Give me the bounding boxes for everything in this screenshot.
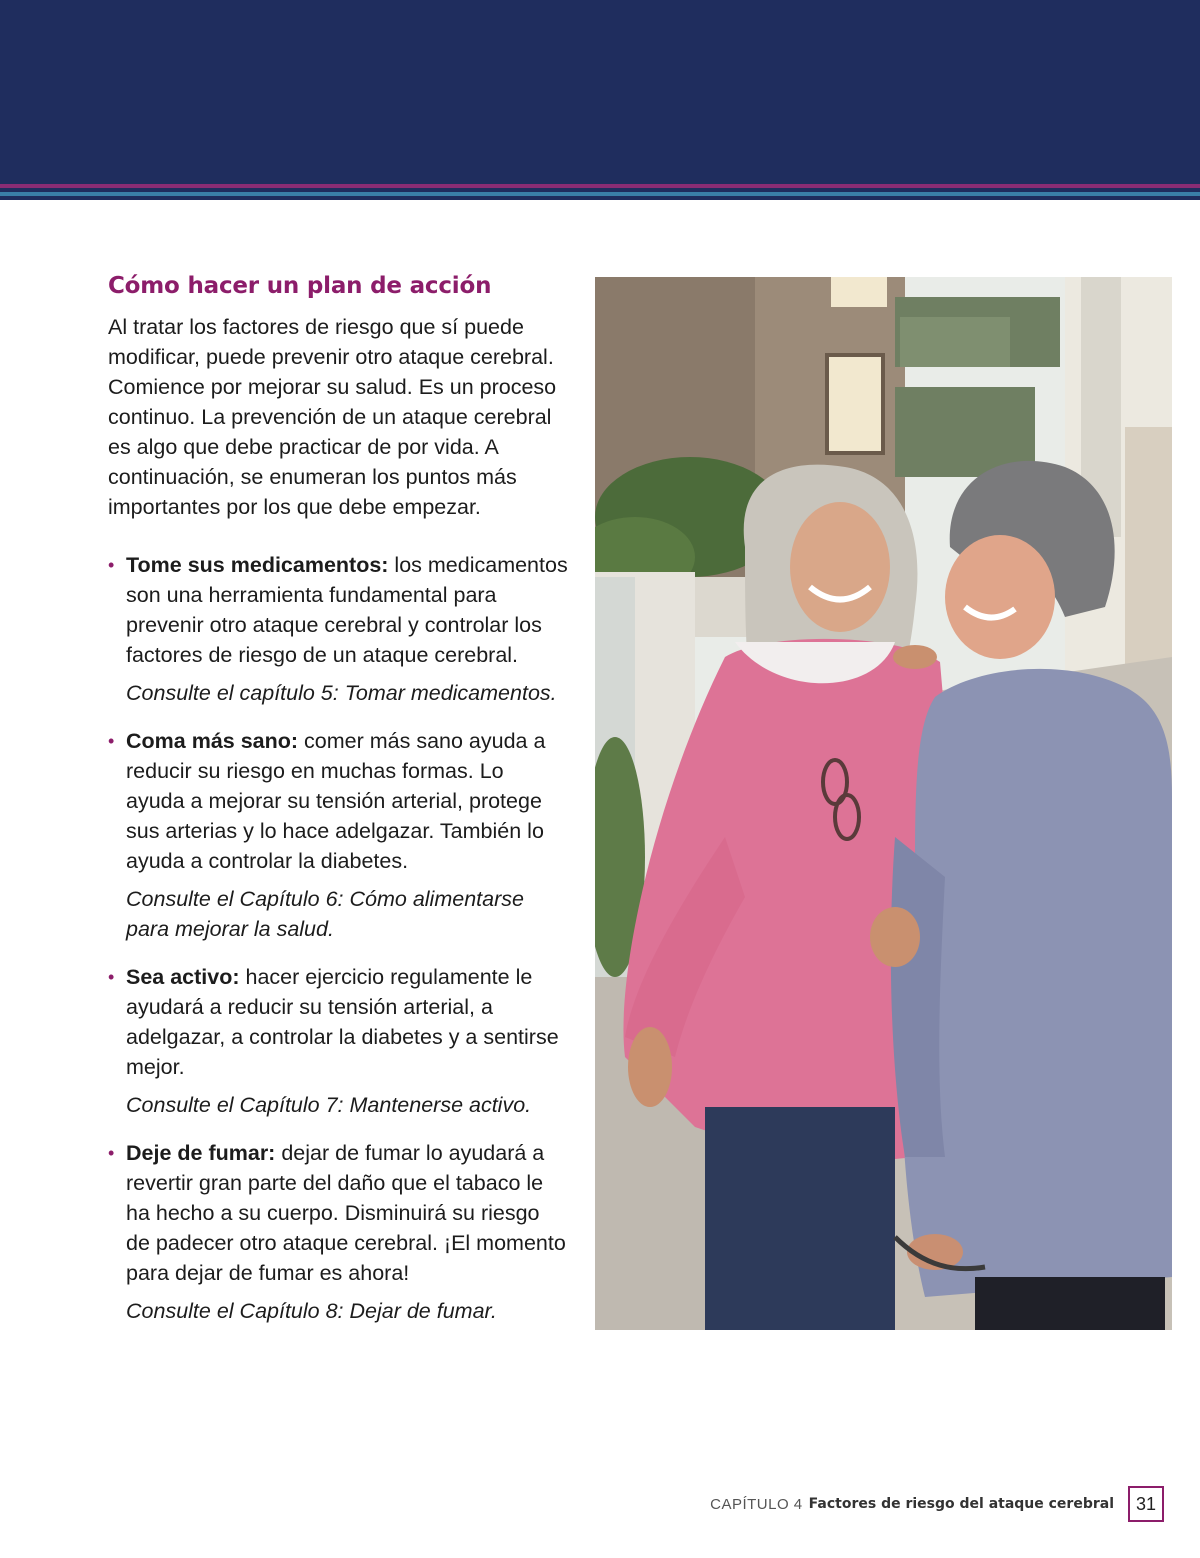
section-title: Cómo hacer un plan de acción bbox=[108, 273, 492, 299]
bullet-body: dejar de fumar lo ayudará a revertir gran parte del daño que el tabaco le ha hecho a su cuerpo. Disminuirá su riesgo de padecer otro ataque cerebral. ¡El momento para dejar de fumar es ahora! bbox=[126, 1141, 566, 1285]
bullet-text bbox=[126, 726, 568, 876]
bullet-lead: Sea activo: bbox=[126, 965, 240, 989]
chapter-reference: Consulte el Capítulo 8: Dejar de fumar. bbox=[126, 1299, 497, 1323]
footer-chapter-title: Factores de riesgo del ataque cerebral bbox=[808, 1496, 1114, 1512]
header-band bbox=[0, 0, 1200, 184]
chapter-reference: Consulte el Capítulo 6: Cómo alimentarse para mejorar la salud. bbox=[126, 887, 524, 941]
bullet-body: los medicamentos son una herramienta fundamental para prevenir otro ataque cerebral y controlar los factores de riesgo de un ataque cerebral. bbox=[126, 553, 568, 667]
header-stripe bbox=[0, 196, 1200, 200]
main-content bbox=[108, 268, 568, 1344]
list-item bbox=[108, 726, 568, 944]
bullet-icon: • bbox=[108, 731, 115, 751]
page-number: 31 bbox=[1128, 1486, 1164, 1522]
bullet-lead: Coma más sano: bbox=[126, 729, 299, 753]
bullet-body: comer más sano ayuda a reducir su riesgo en muchas formas. Lo ayuda a mejorar su tensión arterial, protege sus arterias y lo hace adelgazar. También lo ayuda a controlar la diabetes. bbox=[126, 729, 546, 873]
bullet-text bbox=[126, 550, 568, 670]
bullet-lead: Tome sus medicamentos: bbox=[126, 553, 389, 577]
bullet-icon: • bbox=[108, 555, 115, 575]
bullet-text bbox=[126, 1138, 568, 1288]
footer-chapter: CAPÍTULO 4 bbox=[710, 1495, 803, 1513]
list-item bbox=[108, 550, 568, 708]
page-footer bbox=[710, 1486, 1164, 1522]
chapter-reference: Consulte el capítulo 5: Tomar medicamentos. bbox=[126, 681, 557, 705]
action-plan-list bbox=[108, 550, 568, 1326]
photo-illustration bbox=[595, 277, 1172, 1330]
bullet-lead: Deje de fumar: bbox=[126, 1141, 276, 1165]
photo-two-women bbox=[595, 277, 1172, 1330]
bullet-icon: • bbox=[108, 1143, 115, 1163]
list-item bbox=[108, 1138, 568, 1326]
chapter-reference: Consulte el Capítulo 7: Mantenerse activo. bbox=[126, 1093, 532, 1117]
bullet-body: hacer ejercicio regulamente le ayudará a reducir su tensión arterial, a adelgazar, a controlar la diabetes y a sentirse mejor. bbox=[126, 965, 559, 1079]
list-item bbox=[108, 962, 568, 1120]
bullet-text bbox=[126, 962, 568, 1082]
intro-paragraph: Al tratar los factores de riesgo que sí puede modificar, puede prevenir otro ataque cerebral. Comience por mejorar su salud. Es un proceso continuo. La prevención de un ataque cerebral es algo que debe practicar de por vida. A continuación, se enumeran los puntos más importantes por los que debe empezar. bbox=[108, 315, 557, 519]
bullet-icon: • bbox=[108, 967, 115, 987]
